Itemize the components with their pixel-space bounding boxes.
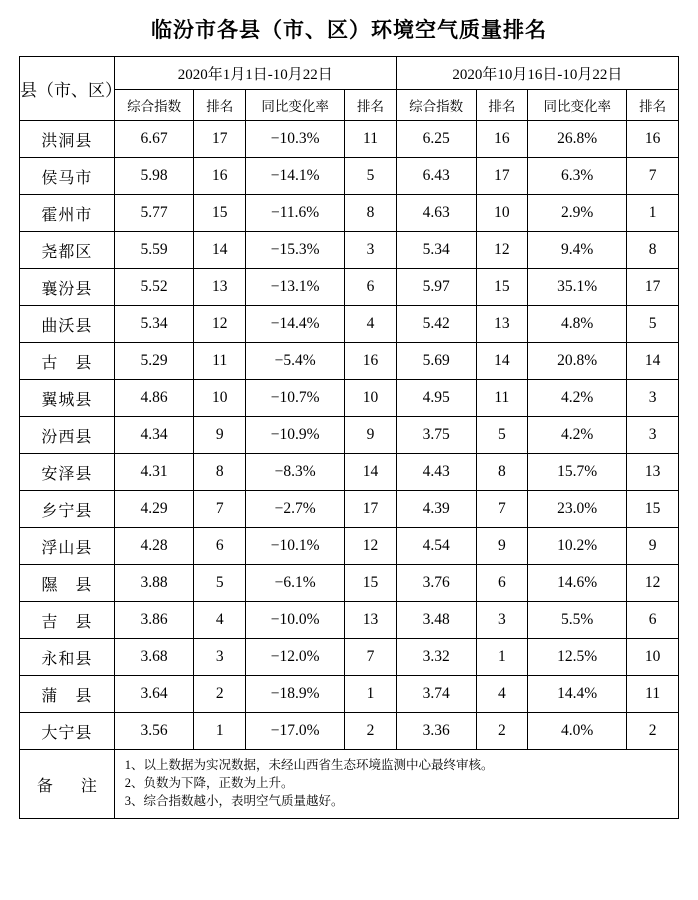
cell-rank-1: 4 (194, 602, 246, 639)
table-row (20, 491, 679, 528)
cell-rank-1: 11 (194, 343, 246, 380)
cell-rank-2: 7 (345, 639, 397, 676)
cell-county: 霍州市 (20, 195, 115, 232)
cell-rank-1: 13 (194, 269, 246, 306)
cell-rank-2: 4 (345, 306, 397, 343)
cell-composite-index-2: 3.32 (396, 639, 476, 676)
cell-rank-4: 2 (627, 713, 679, 750)
cell-rank-2: 12 (345, 528, 397, 565)
cell-composite-index-2: 3.48 (396, 602, 476, 639)
cell-rank-4: 13 (627, 454, 679, 491)
table-row (20, 343, 679, 380)
cell-composite-index-1: 3.56 (114, 713, 194, 750)
cell-composite-index-1: 5.52 (114, 269, 194, 306)
cell-rank-4: 3 (627, 417, 679, 454)
page-title: 临汾市各县（市、区）环境空气质量排名 (151, 18, 547, 42)
cell-composite-index-1: 5.77 (114, 195, 194, 232)
cell-rank-4: 5 (627, 306, 679, 343)
cell-rank-1: 5 (194, 565, 246, 602)
cell-rank-4: 9 (627, 528, 679, 565)
table-row (20, 676, 679, 713)
cell-rank-4: 11 (627, 676, 679, 713)
cell-county: 安泽县 (20, 454, 115, 491)
cell-composite-index-1: 3.68 (114, 639, 194, 676)
cell-yoy-1: −2.7% (246, 491, 345, 528)
cell-rank-4: 14 (627, 343, 679, 380)
cell-composite-index-1: 5.98 (114, 158, 194, 195)
table-header-row-periods (20, 57, 679, 90)
cell-county: 古 县 (20, 343, 115, 380)
cell-composite-index-2: 4.39 (396, 491, 476, 528)
cell-composite-index-1: 4.28 (114, 528, 194, 565)
header-rank-4: 排名 (627, 90, 679, 121)
cell-rank-4: 12 (627, 565, 679, 602)
table-row (20, 639, 679, 676)
cell-county: 襄汾县 (20, 269, 115, 306)
header-period-1: 2020年1月1日-10月22日 (114, 57, 396, 90)
cell-rank-3: 7 (476, 491, 528, 528)
header-rank-2: 排名 (345, 90, 397, 121)
cell-yoy-1: −10.3% (246, 121, 345, 158)
cell-yoy-2: 14.4% (528, 676, 627, 713)
cell-yoy-2: 6.3% (528, 158, 627, 195)
cell-rank-1: 12 (194, 306, 246, 343)
cell-rank-2: 3 (345, 232, 397, 269)
cell-yoy-2: 26.8% (528, 121, 627, 158)
cell-county: 隰 县 (20, 565, 115, 602)
cell-composite-index-2: 3.74 (396, 676, 476, 713)
cell-composite-index-1: 6.67 (114, 121, 194, 158)
cell-rank-3: 11 (476, 380, 528, 417)
table-row (20, 528, 679, 565)
table-row (20, 232, 679, 269)
cell-rank-1: 16 (194, 158, 246, 195)
cell-rank-4: 16 (627, 121, 679, 158)
cell-composite-index-2: 6.25 (396, 121, 476, 158)
cell-rank-2: 1 (345, 676, 397, 713)
cell-composite-index-1: 4.31 (114, 454, 194, 491)
cell-rank-2: 15 (345, 565, 397, 602)
notes-label: 备 注 (20, 750, 115, 819)
cell-rank-4: 7 (627, 158, 679, 195)
cell-composite-index-1: 5.34 (114, 306, 194, 343)
cell-rank-1: 17 (194, 121, 246, 158)
cell-yoy-2: 12.5% (528, 639, 627, 676)
cell-composite-index-1: 5.59 (114, 232, 194, 269)
cell-composite-index-2: 4.63 (396, 195, 476, 232)
cell-rank-1: 8 (194, 454, 246, 491)
cell-county: 侯马市 (20, 158, 115, 195)
header-rank-1: 排名 (194, 90, 246, 121)
cell-rank-4: 10 (627, 639, 679, 676)
cell-composite-index-2: 3.36 (396, 713, 476, 750)
table-notes-row (20, 750, 679, 819)
cell-yoy-2: 4.2% (528, 380, 627, 417)
cell-county: 永和县 (20, 639, 115, 676)
cell-rank-1: 3 (194, 639, 246, 676)
cell-yoy-1: −10.0% (246, 602, 345, 639)
cell-yoy-1: −10.9% (246, 417, 345, 454)
cell-yoy-1: −5.4% (246, 343, 345, 380)
table-row (20, 269, 679, 306)
cell-rank-2: 13 (345, 602, 397, 639)
cell-county: 汾西县 (20, 417, 115, 454)
table-row (20, 713, 679, 750)
cell-yoy-1: −6.1% (246, 565, 345, 602)
air-quality-ranking-table (19, 56, 679, 819)
header-yoy-change-2: 同比变化率 (528, 90, 627, 121)
cell-county: 吉 县 (20, 602, 115, 639)
cell-rank-3: 13 (476, 306, 528, 343)
table-row (20, 306, 679, 343)
cell-rank-1: 15 (194, 195, 246, 232)
table-body (20, 121, 679, 819)
cell-rank-3: 10 (476, 195, 528, 232)
cell-rank-3: 12 (476, 232, 528, 269)
cell-rank-4: 8 (627, 232, 679, 269)
cell-county: 洪洞县 (20, 121, 115, 158)
cell-yoy-2: 35.1% (528, 269, 627, 306)
cell-composite-index-1: 4.29 (114, 491, 194, 528)
header-yoy-change-1: 同比变化率 (246, 90, 345, 121)
cell-composite-index-2: 5.34 (396, 232, 476, 269)
cell-composite-index-1: 3.86 (114, 602, 194, 639)
cell-rank-2: 11 (345, 121, 397, 158)
cell-yoy-1: −10.7% (246, 380, 345, 417)
cell-rank-4: 1 (627, 195, 679, 232)
cell-rank-3: 9 (476, 528, 528, 565)
cell-rank-3: 16 (476, 121, 528, 158)
cell-yoy-1: −12.0% (246, 639, 345, 676)
cell-rank-1: 2 (194, 676, 246, 713)
cell-rank-3: 6 (476, 565, 528, 602)
table-row (20, 195, 679, 232)
cell-county: 曲沃县 (20, 306, 115, 343)
cell-rank-3: 4 (476, 676, 528, 713)
cell-composite-index-2: 4.43 (396, 454, 476, 491)
cell-composite-index-1: 4.34 (114, 417, 194, 454)
cell-rank-3: 5 (476, 417, 528, 454)
cell-yoy-2: 14.6% (528, 565, 627, 602)
header-composite-index-2: 综合指数 (396, 90, 476, 121)
cell-yoy-1: −13.1% (246, 269, 345, 306)
cell-yoy-2: 15.7% (528, 454, 627, 491)
cell-rank-2: 8 (345, 195, 397, 232)
header-period-2: 2020年10月16日-10月22日 (396, 57, 678, 90)
table-row (20, 158, 679, 195)
cell-composite-index-1: 3.88 (114, 565, 194, 602)
cell-composite-index-1: 5.29 (114, 343, 194, 380)
header-rank-3: 排名 (476, 90, 528, 121)
cell-yoy-1: −11.6% (246, 195, 345, 232)
cell-county: 浮山县 (20, 528, 115, 565)
cell-composite-index-2: 5.42 (396, 306, 476, 343)
cell-yoy-1: −14.1% (246, 158, 345, 195)
cell-rank-1: 10 (194, 380, 246, 417)
note-line-1: 1、以上数据为实况数据，未经山西省生态环境监测中心最终审核。 (124, 758, 494, 772)
table-row (20, 121, 679, 158)
note-line-3: 3、综合指数越小，表明空气质量越好。 (124, 794, 344, 809)
cell-rank-1: 6 (194, 528, 246, 565)
table-row (20, 417, 679, 454)
cell-rank-3: 15 (476, 269, 528, 306)
cell-composite-index-2: 3.76 (396, 565, 476, 602)
cell-yoy-2: 9.4% (528, 232, 627, 269)
table-row (20, 565, 679, 602)
cell-rank-1: 1 (194, 713, 246, 750)
cell-rank-2: 9 (345, 417, 397, 454)
cell-yoy-2: 20.8% (528, 343, 627, 380)
cell-yoy-2: 2.9% (528, 195, 627, 232)
cell-rank-3: 8 (476, 454, 528, 491)
cell-yoy-2: 10.2% (528, 528, 627, 565)
cell-rank-4: 15 (627, 491, 679, 528)
cell-yoy-2: 4.8% (528, 306, 627, 343)
cell-composite-index-2: 4.54 (396, 528, 476, 565)
cell-yoy-1: −15.3% (246, 232, 345, 269)
cell-rank-1: 14 (194, 232, 246, 269)
cell-composite-index-2: 3.75 (396, 417, 476, 454)
cell-yoy-1: −8.3% (246, 454, 345, 491)
cell-county: 大宁县 (20, 713, 115, 750)
notes-content (114, 750, 678, 819)
cell-rank-4: 6 (627, 602, 679, 639)
header-composite-index-1: 综合指数 (114, 90, 194, 121)
cell-county: 蒲 县 (20, 676, 115, 713)
cell-rank-1: 9 (194, 417, 246, 454)
cell-rank-2: 17 (345, 491, 397, 528)
cell-rank-3: 3 (476, 602, 528, 639)
cell-rank-2: 10 (345, 380, 397, 417)
cell-yoy-1: −14.4% (246, 306, 345, 343)
table-row (20, 380, 679, 417)
cell-composite-index-2: 5.97 (396, 269, 476, 306)
cell-yoy-2: 4.2% (528, 417, 627, 454)
cell-rank-2: 6 (345, 269, 397, 306)
cell-rank-2: 14 (345, 454, 397, 491)
cell-rank-3: 2 (476, 713, 528, 750)
cell-rank-3: 17 (476, 158, 528, 195)
cell-yoy-2: 4.0% (528, 713, 627, 750)
cell-rank-3: 1 (476, 639, 528, 676)
cell-rank-1: 7 (194, 491, 246, 528)
cell-composite-index-2: 5.69 (396, 343, 476, 380)
cell-yoy-2: 23.0% (528, 491, 627, 528)
cell-yoy-1: −17.0% (246, 713, 345, 750)
cell-county: 乡宁县 (20, 491, 115, 528)
cell-composite-index-2: 6.43 (396, 158, 476, 195)
cell-yoy-2: 5.5% (528, 602, 627, 639)
cell-county: 尧都区 (20, 232, 115, 269)
cell-rank-2: 16 (345, 343, 397, 380)
cell-rank-4: 17 (627, 269, 679, 306)
cell-rank-2: 2 (345, 713, 397, 750)
cell-yoy-1: −18.9% (246, 676, 345, 713)
note-line-2: 2、负数为下降，正数为上升。 (124, 776, 294, 791)
cell-composite-index-1: 3.64 (114, 676, 194, 713)
cell-rank-3: 14 (476, 343, 528, 380)
table-row (20, 602, 679, 639)
cell-yoy-1: −10.1% (246, 528, 345, 565)
cell-county: 翼城县 (20, 380, 115, 417)
table-row (20, 454, 679, 491)
cell-rank-2: 5 (345, 158, 397, 195)
cell-rank-4: 3 (627, 380, 679, 417)
header-county: 县（市、区） (20, 57, 115, 121)
cell-composite-index-1: 4.86 (114, 380, 194, 417)
cell-composite-index-2: 4.95 (396, 380, 476, 417)
